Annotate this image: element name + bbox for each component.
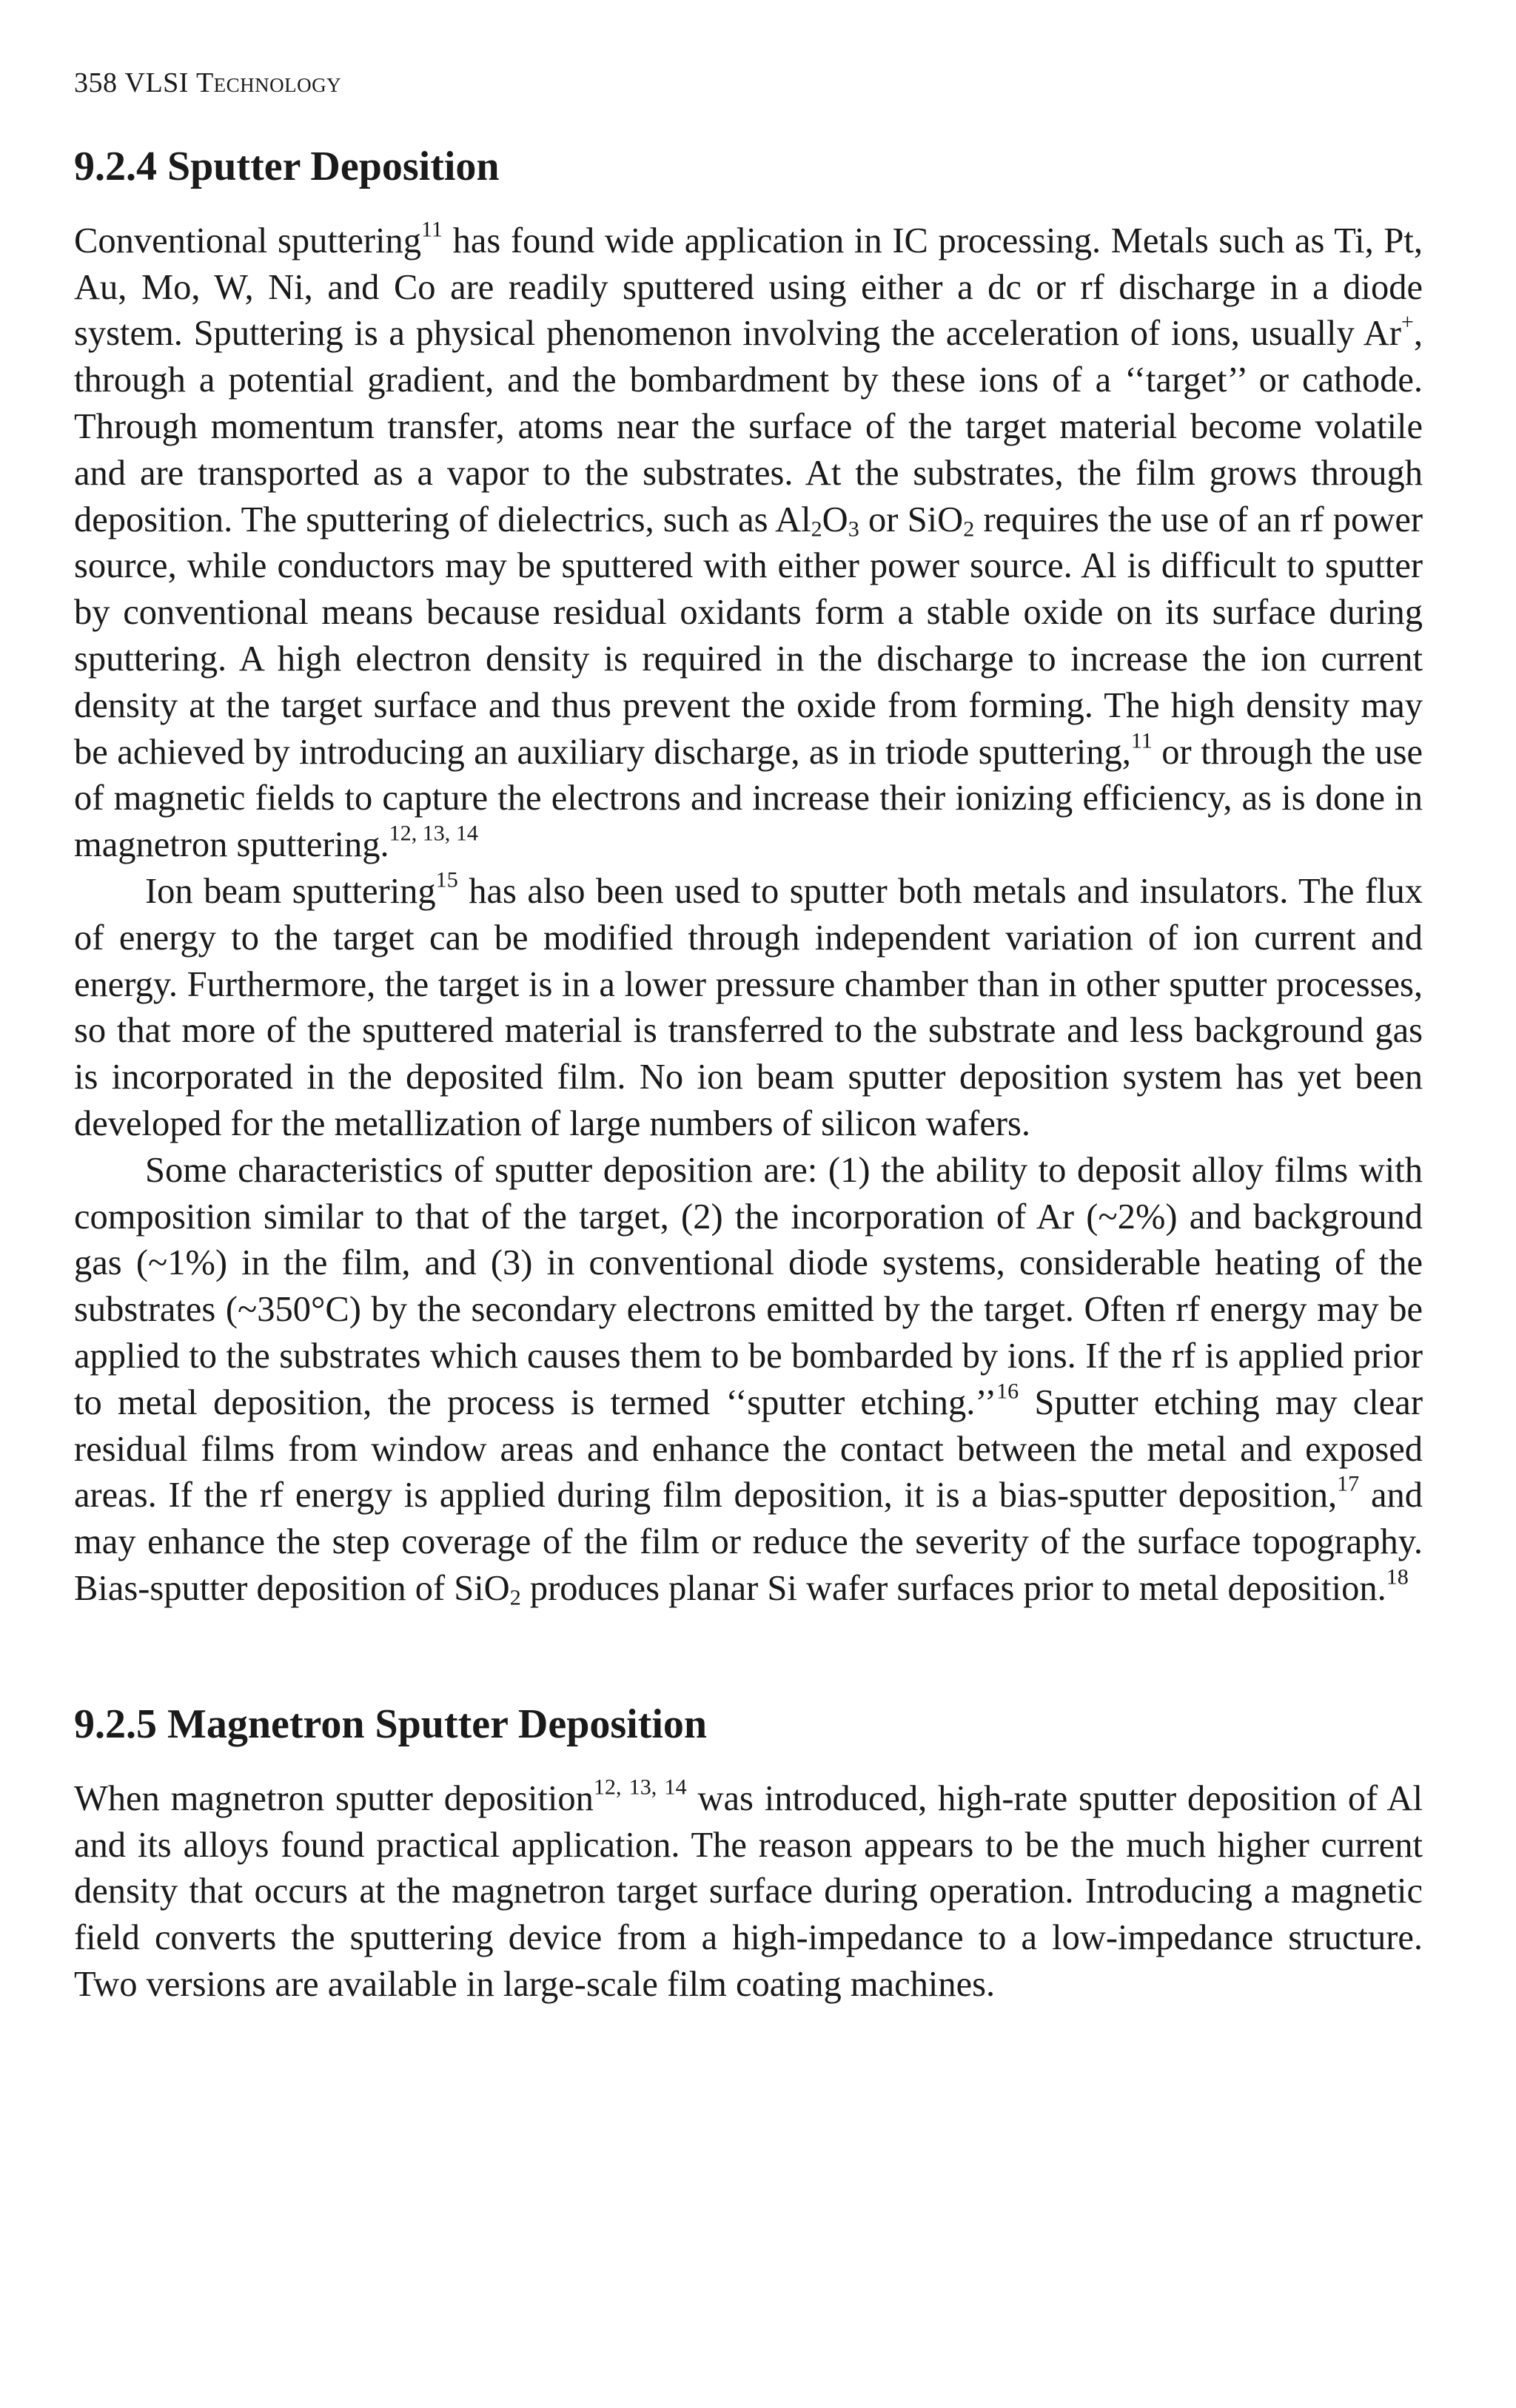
ion-charge: + (1401, 309, 1414, 334)
text-run: Conventional sputtering (74, 221, 421, 260)
section-heading-sputter-deposition: 9.2.4 Sputter Deposition (74, 143, 500, 189)
text-run: O (822, 500, 848, 539)
text-run: Ion beam sputtering (145, 871, 436, 911)
text-run: and may enhance the step coverage of the film or reduce the severity of the surface topography. Bias-sputter deposition of SiO (74, 1476, 1423, 1608)
text-run: Sputter etching may clear residual films from window areas and enhance the contact between the metal and exposed areas. If the rf energy is applied during film deposition, it is a bias-sputter deposition, (74, 1382, 1423, 1516)
reference-marker: 17 (1337, 1470, 1360, 1496)
text-run: Some characteristics of sputter deposition are: (1) the ability to deposit alloy films with composition similar to that of the target, (2) the incorporation of Ar (~2%) and background gas (~1%) in the film, and (3) in conventional diode systems, considerable heating of the substrates (~350°C) by the secondary electrons emitted by the target. Often rf energy may be applied to the substrates which causes them to be bombarded by ions. If the rf is applied prior to metal deposition, the process is termed ‘‘sputter etching.’’ (74, 1150, 1423, 1422)
running-head-title: Technology (195, 67, 342, 98)
text-run: or through the use of magnetic fields to capture the electrons and increase their ionizing efficiency, as is done in magnetron sputtering. (74, 732, 1423, 865)
paragraph-characteristics (74, 1148, 1423, 1612)
text-run: , through a potential gradient, and the bombardment by these ions of a ‘‘target’’ or cathode. Through momentum transfer, atoms near the surface of the target material become volatile and are transported as a vapor to the substrates. At the substrates, the film grows through deposition. The sputtering of dielectrics, such as Al (74, 314, 1423, 539)
subscript: 3 (848, 516, 859, 542)
subscript: 2 (811, 516, 822, 542)
text-run: or SiO (859, 500, 964, 539)
reference-marker: 15 (435, 867, 458, 892)
text-run: requires the use of an rf power source, while conductors may be sputtered with either power source. Al is difficult to sputter by conventional means because residual oxidants form a stable oxide on its surface during sputtering. A high electron density is required in the discharge to increase the ion current density at the target surface and thus prevent the oxide from forming. The high density may be achieved by introducing an auxiliary discharge, as in triode sputtering, (74, 500, 1423, 772)
text-run: has found wide application in IC processing. Metals such as Ti, Pt, Au, Mo, W, Ni, and Co are readily sputtered using either a dc or rf discharge in a diode system. Sputtering is a physical phenomenon involving the acceleration of ions, usually Ar (74, 221, 1423, 354)
running-head-prefix: VLSI (124, 67, 189, 98)
text-run: When magnetron sputter deposition (74, 1778, 594, 1818)
running-head (74, 67, 1423, 101)
reference-marker: 12, 13, 14 (389, 820, 478, 846)
book-page (74, 67, 1423, 2008)
text-run: has also been used to sputter both metals and insulators. The flux of energy to the target can be modified through independent variation of ion current and energy. Furthermore, the target is in a lower pressure chamber than in other sputter processes, so that more of the sputtered material is transferred to the substrate and less background gas is incorporated in the deposited film. No ion beam sputter deposition system has yet been developed for the metallization of large numbers of silicon wafers. (74, 871, 1423, 1143)
section-heading-magnetron-sputter-deposition: 9.2.5 Magnetron Sputter Deposition (74, 1701, 708, 1747)
reference-marker: 12, 13, 14 (593, 1774, 687, 1800)
reference-marker: 16 (996, 1378, 1019, 1404)
subscript: 2 (509, 1584, 521, 1610)
subscript: 2 (963, 516, 975, 542)
reference-marker: 11 (1130, 727, 1153, 753)
reference-marker: 11 (421, 216, 443, 242)
reference-marker: 18 (1386, 1564, 1409, 1590)
paragraph-ion-beam-sputtering (74, 869, 1423, 1148)
text-run: produces planar Si wafer surfaces prior to metal deposition. (520, 1568, 1386, 1608)
text-run: was introduced, high-rate sputter deposition of Al and its alloys found practical application. The reason appears to be the much higher current density that occurs at the magnetron target surface during operation. Introducing a magnetic field converts the sputtering device from a high-impedance to a low-impedance structure. Two versions are available in large-scale film coating machines. (74, 1778, 1423, 2005)
paragraph-conventional-sputtering (74, 218, 1423, 869)
paragraph-magnetron (74, 1776, 1423, 2008)
page-number: 358 (74, 67, 118, 98)
